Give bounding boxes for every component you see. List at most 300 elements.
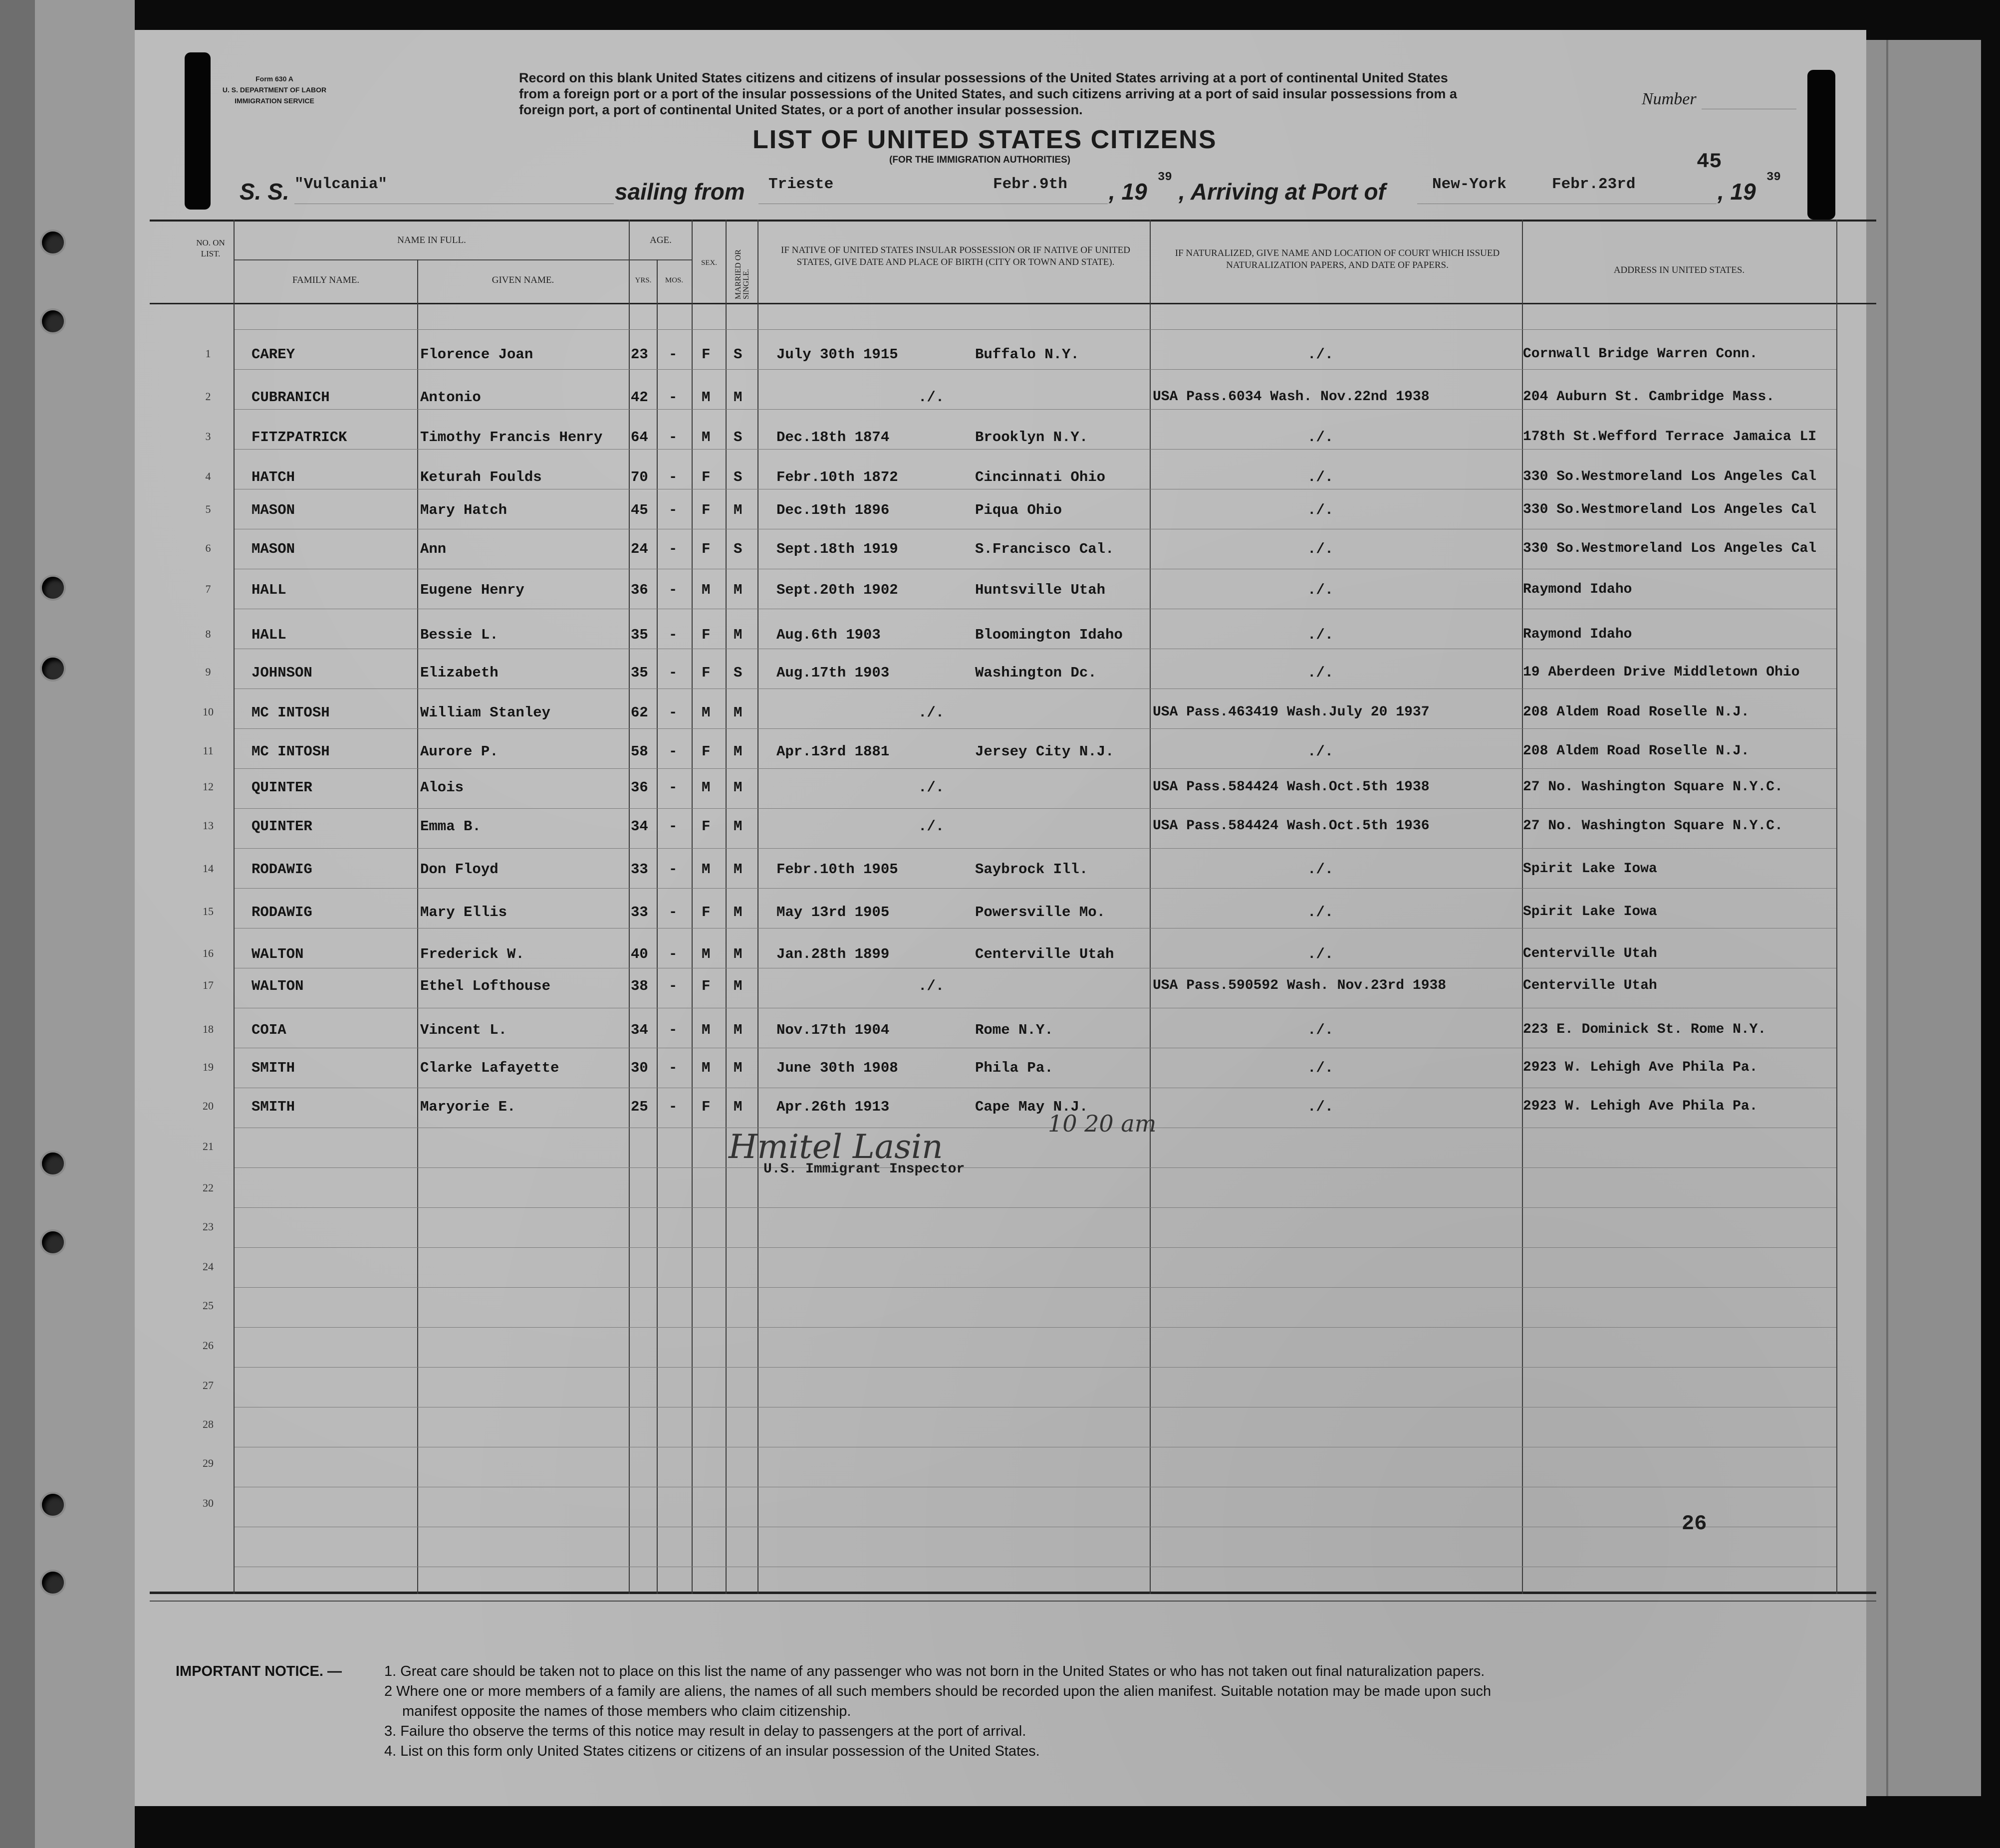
naturalization: ./.: [1307, 469, 1334, 485]
age-months: -: [669, 904, 678, 921]
sex: M: [702, 429, 711, 446]
naturalization: ./.: [1307, 946, 1334, 962]
table-top-rule: [150, 220, 1876, 222]
age-months: -: [669, 978, 678, 994]
notice-item-4: 4. List on this form only United States citizens or citizens of an insular possession of the United States.: [384, 1743, 1040, 1759]
form-number: Form 630 A: [255, 75, 293, 83]
row-number: 25: [203, 1299, 214, 1312]
given-name: Vincent L.: [420, 1022, 507, 1038]
naturalization: ./.: [1307, 627, 1334, 643]
inspector-signature: Hmitel Lasin: [729, 1128, 943, 1166]
col-line: [234, 220, 235, 1594]
row-number: 16: [203, 947, 214, 959]
year-suffix-2: 39: [1766, 171, 1781, 184]
address: Centerville Utah: [1523, 946, 1657, 961]
row-number: 1: [205, 347, 211, 360]
naturalization: ./.: [1307, 1060, 1334, 1076]
age-years: 34: [631, 818, 648, 835]
given-name: Florence Joan: [420, 346, 533, 363]
age-months: -: [669, 1022, 678, 1038]
address: 19 Aberdeen Drive Middletown Ohio: [1523, 665, 1800, 680]
given-name: Elizabeth: [420, 665, 499, 681]
sex: F: [702, 743, 711, 760]
naturalization: ./.: [1307, 346, 1334, 363]
age-years: 33: [631, 904, 648, 921]
family-name: MC INTOSH: [251, 704, 330, 721]
birth-date: Dec.18th 1874: [776, 429, 890, 446]
birth-date: Dec.19th 1896: [776, 502, 890, 518]
birth-date: Sept.20th 1902: [776, 582, 898, 598]
sex: F: [702, 346, 711, 363]
age-years: 35: [631, 665, 648, 681]
family-name: MASON: [251, 541, 295, 557]
row-number: 6: [205, 542, 211, 554]
birth-place: Brooklyn N.Y.: [975, 429, 1088, 446]
birth-place: S.Francisco Cal.: [975, 541, 1114, 557]
row-guide-line: [235, 409, 1836, 410]
address: 208 Aldem Road Roselle N.J.: [1523, 704, 1750, 720]
col-header-married: MARRIED OR SINGLE.: [734, 249, 750, 299]
marital-status: M: [734, 1099, 743, 1115]
col-header-mos: MOS.: [665, 276, 684, 284]
record-instructions-line-2: from a foreign port or a port of the insular possessions of the United States, and such citizens arriving at a port of said insular possessions from a: [519, 86, 1457, 101]
notice-item-2-cont: manifest opposite the names of those members who claim citizenship.: [402, 1703, 851, 1719]
row-number: 8: [205, 628, 211, 640]
birth-date: ./.: [918, 779, 945, 796]
row-guide-line: [235, 1167, 1836, 1168]
row-guide-line: [235, 369, 1836, 370]
family-name: COIA: [251, 1022, 286, 1038]
family-name: CAREY: [251, 346, 295, 363]
family-name: MC INTOSH: [251, 743, 330, 760]
birth-place: Saybrock Ill.: [975, 861, 1088, 878]
binding-hole-icon: [42, 310, 64, 332]
col-line: [757, 220, 758, 1594]
family-name: SMITH: [251, 1099, 295, 1115]
sex: F: [702, 627, 711, 643]
row-guide-line: [235, 888, 1836, 889]
family-name: FITZPATRICK: [251, 429, 347, 446]
birth-place: Huntsville Utah: [975, 582, 1106, 598]
row-number: 30: [203, 1497, 214, 1509]
marital-status: M: [734, 502, 743, 518]
row-number: 19: [203, 1061, 214, 1073]
departure-date: Febr.9th: [993, 176, 1067, 193]
given-name: Eugene Henry: [420, 582, 524, 598]
family-name: HALL: [251, 582, 286, 598]
sex: M: [702, 861, 711, 878]
number-label: Number: [1642, 90, 1697, 108]
naturalization: ./.: [1307, 665, 1334, 681]
col-line: [417, 259, 418, 1594]
address: Raymond Idaho: [1523, 627, 1632, 642]
family-name: RODAWIG: [251, 904, 312, 921]
given-name: Ann: [420, 541, 447, 557]
age-months: -: [669, 541, 678, 557]
address: Cornwall Bridge Warren Conn.: [1523, 346, 1758, 362]
row-number: 4: [205, 470, 211, 482]
row-number: 26: [203, 1339, 214, 1352]
marital-status: M: [734, 743, 743, 760]
row-number: 27: [203, 1379, 214, 1391]
birth-place: Centerville Utah: [975, 946, 1114, 962]
age-months: -: [669, 818, 678, 835]
right-marker-bar: [1807, 70, 1835, 220]
row-number: 14: [203, 862, 214, 875]
sex: M: [702, 779, 711, 796]
age-months: -: [669, 946, 678, 962]
given-name: Emma B.: [420, 818, 481, 835]
age-years: 34: [631, 1022, 648, 1038]
col-header-yrs: YRS.: [635, 276, 652, 284]
row-number: 20: [203, 1100, 214, 1112]
birth-date: Jan.28th 1899: [776, 946, 890, 962]
address: 223 E. Dominick St. Rome N.Y.: [1523, 1022, 1766, 1037]
birth-date: ./.: [918, 704, 945, 721]
naturalization: ./.: [1307, 743, 1334, 760]
age-months: -: [669, 627, 678, 643]
col-line: [629, 220, 630, 1594]
birth-place: Buffalo N.Y.: [975, 346, 1079, 363]
age-years: 45: [631, 502, 648, 518]
birth-place: Jersey City N.J.: [975, 743, 1114, 760]
naturalization: USA Pass.6034 Wash. Nov.22nd 1938: [1153, 389, 1430, 405]
naturalization: ./.: [1307, 502, 1334, 518]
naturalization: ./.: [1307, 429, 1334, 446]
page-number: 45: [1697, 150, 1722, 174]
sex: M: [702, 704, 711, 721]
col-header-native: IF NATIVE OF UNITED STATES INSULAR POSSESSION OR IF NATIVE OF UNITED STATES, GIVE DATE AND PLACE OF BIRTH (CITY OR TOWN AND STATE).: [781, 245, 1130, 267]
page-subtitle: (FOR THE IMMIGRATION AUTHORITIES): [889, 155, 1071, 165]
sex: F: [702, 469, 711, 485]
given-name: Mary Hatch: [420, 502, 507, 518]
given-name: Clarke Lafayette: [420, 1060, 559, 1076]
family-name: HALL: [251, 627, 286, 643]
birth-place: Phila Pa.: [975, 1060, 1053, 1076]
age-years: 33: [631, 861, 648, 878]
sex: F: [702, 904, 711, 921]
age-months: -: [669, 429, 678, 446]
age-months: -: [669, 665, 678, 681]
row-number: 13: [203, 819, 214, 832]
record-instructions-line-3: foreign port, a port of continental United States, or a port of another insular possession.: [519, 102, 1083, 117]
row-guide-line: [235, 1367, 1836, 1368]
sex: F: [702, 978, 711, 994]
address: Spirit Lake Iowa: [1523, 861, 1657, 877]
underlying-page-edge: [1866, 40, 1981, 1796]
binding-hole-icon: [42, 1494, 64, 1516]
sex: M: [702, 389, 711, 406]
table-header-rule: [150, 303, 1876, 304]
row-guide-line: [235, 808, 1836, 809]
age-months: -: [669, 1099, 678, 1115]
address: 2923 W. Lehigh Ave Phila Pa.: [1523, 1060, 1758, 1075]
age-months: -: [669, 502, 678, 518]
row-number: 28: [203, 1418, 214, 1430]
age-months: -: [669, 779, 678, 796]
birth-date: May 13rd 1905: [776, 904, 890, 921]
marital-status: S: [734, 665, 743, 681]
given-name: Aurore P.: [420, 743, 499, 760]
notice-item-1: 1. Great care should be taken not to place on this list the name of any passenger who was not born in the United States or who has not taken out final naturalization papers.: [384, 1663, 1485, 1679]
age-years: 38: [631, 978, 648, 994]
given-name: Timothy Francis Henry: [420, 429, 603, 446]
age-years: 40: [631, 946, 648, 962]
row-number: 9: [205, 666, 211, 678]
family-name: QUINTER: [251, 818, 312, 835]
age-months: -: [669, 1060, 678, 1076]
row-number: 21: [203, 1140, 214, 1153]
age-months: -: [669, 861, 678, 878]
family-name: WALTON: [251, 946, 304, 962]
age-years: 70: [631, 469, 648, 485]
family-name: QUINTER: [251, 779, 312, 796]
col-header-naturalized: IF NATURALIZED, GIVE NAME AND LOCATION OF COURT WHICH ISSUED NATURALIZATION PAPERS, AND DATE OF PAPERS.: [1175, 248, 1500, 270]
given-name: Antonio: [420, 389, 481, 406]
row-number: 23: [203, 1220, 214, 1233]
age-months: -: [669, 743, 678, 760]
given-name: Don Floyd: [420, 861, 499, 878]
given-name: Alois: [420, 779, 464, 796]
family-name: JOHNSON: [251, 665, 312, 681]
col-line: [726, 220, 727, 1594]
notice-item-2: 2 Where one or more members of a family are aliens, the names of all such members should be recorded upon the alien manifest. Suitable notation may be made upon such: [384, 1683, 1492, 1699]
naturalization: USA Pass.590592 Wash. Nov.23rd 1938: [1153, 978, 1447, 993]
col-line: [1150, 220, 1151, 1594]
address: 27 No. Washington Square N.Y.C.: [1523, 818, 1783, 834]
row-guide-line: [235, 1207, 1836, 1208]
age-months: -: [669, 469, 678, 485]
sheet-number: 26: [1682, 1512, 1707, 1536]
arrival-port: New-York: [1432, 176, 1506, 193]
naturalization: ./.: [1307, 861, 1334, 878]
col-header-given: GIVEN NAME.: [492, 275, 554, 285]
marital-status: M: [734, 389, 743, 406]
col-header-address: ADDRESS IN UNITED STATES.: [1613, 265, 1745, 275]
table-bottom-rule: [150, 1592, 1876, 1594]
row-number: 15: [203, 905, 214, 918]
address: 204 Auburn St. Cambridge Mass.: [1523, 389, 1775, 405]
row-number: 3: [205, 430, 211, 443]
row-number: 18: [203, 1023, 214, 1035]
sex: F: [702, 541, 711, 557]
birth-place: Rome N.Y.: [975, 1022, 1053, 1038]
given-name: William Stanley: [420, 704, 551, 721]
row-number: 24: [203, 1260, 214, 1273]
age-years: 36: [631, 779, 648, 796]
sex: F: [702, 502, 711, 518]
arrival-date: Febr.23rd: [1552, 176, 1636, 193]
age-months: -: [669, 704, 678, 721]
age-subheader-rule: [630, 259, 692, 260]
ship-name: "Vulcania": [294, 176, 388, 193]
naturalization: USA Pass.463419 Wash.July 20 1937: [1153, 704, 1430, 720]
inspector-time: 10 20 am: [1048, 1110, 1157, 1137]
inspector-label: U.S. Immigrant Inspector: [763, 1161, 965, 1177]
record-instructions-line-1: Record on this blank United States citizens and citizens of insular possessions of the United States arriving at a port of continental United States: [519, 70, 1448, 85]
birth-date: ./.: [918, 389, 945, 406]
row-guide-line: [235, 728, 1836, 729]
address: 330 So.Westmoreland Los Angeles Cal: [1523, 502, 1817, 517]
birth-date: ./.: [918, 978, 945, 994]
naturalization: ./.: [1307, 904, 1334, 921]
col-header-name-in-full: NAME IN FULL.: [397, 235, 466, 245]
given-name: Mary Ellis: [420, 904, 507, 921]
col-header-family: FAMILY NAME.: [292, 275, 360, 285]
naturalization: ./.: [1307, 1022, 1334, 1038]
birth-date: Apr.26th 1913: [776, 1099, 890, 1115]
birth-place: Cape May N.J.: [975, 1099, 1088, 1115]
birth-date: Aug.6th 1903: [776, 627, 881, 643]
table-bottom-rule-2: [150, 1601, 1876, 1602]
given-name: Bessie L.: [420, 627, 499, 643]
given-name: Ethel Lofthouse: [420, 978, 551, 994]
sex: M: [702, 1022, 711, 1038]
age-years: 58: [631, 743, 648, 760]
age-years: 24: [631, 541, 648, 557]
age-years: 30: [631, 1060, 648, 1076]
sex: F: [702, 818, 711, 835]
age-years: 62: [631, 704, 648, 721]
age-years: 25: [631, 1099, 648, 1115]
marital-status: M: [734, 978, 743, 994]
year-prefix-2: , 19: [1718, 179, 1756, 205]
sex: M: [702, 1060, 711, 1076]
birth-date: July 30th 1915: [776, 346, 898, 363]
row-guide-line: [235, 1287, 1836, 1288]
row-number: 12: [203, 780, 214, 793]
birth-date: Nov.17th 1904: [776, 1022, 890, 1038]
age-months: -: [669, 346, 678, 363]
name-subheader-rule: [235, 259, 692, 260]
address: 330 So.Westmoreland Los Angeles Cal: [1523, 541, 1817, 556]
birth-date: Febr.10th 1905: [776, 861, 898, 878]
family-name: RODAWIG: [251, 861, 312, 878]
birth-place: Powersville Mo.: [975, 904, 1106, 921]
marital-status: M: [734, 704, 743, 721]
binding-hole-icon: [42, 1153, 64, 1174]
sex: F: [702, 665, 711, 681]
marital-status: M: [734, 1022, 743, 1038]
naturalization: USA Pass.584424 Wash.Oct.5th 1936: [1153, 818, 1430, 834]
birth-date: Aug.17th 1903: [776, 665, 890, 681]
sailing-from-label: sailing from: [615, 179, 745, 205]
family-name: MASON: [251, 502, 295, 518]
address: 27 No. Washington Square N.Y.C.: [1523, 779, 1783, 795]
row-number: 29: [203, 1457, 214, 1469]
col-line: [657, 259, 658, 1594]
marital-status: S: [734, 541, 743, 557]
age-months: -: [669, 582, 678, 598]
given-name: Maryorie E.: [420, 1099, 516, 1115]
row-number: 22: [203, 1181, 214, 1194]
given-name: Frederick W.: [420, 946, 524, 962]
age-years: 42: [631, 389, 648, 406]
notice-heading: IMPORTANT NOTICE. —: [176, 1663, 342, 1679]
naturalization: ./.: [1307, 1099, 1334, 1115]
marital-status: S: [734, 429, 743, 446]
service-label: IMMIGRATION SERVICE: [235, 97, 314, 105]
naturalization: USA Pass.584424 Wash.Oct.5th 1938: [1153, 779, 1430, 795]
marital-status: M: [734, 904, 743, 921]
marital-status: M: [734, 818, 743, 835]
left-marker-bar: [185, 52, 211, 210]
age-years: 23: [631, 346, 648, 363]
age-months: -: [669, 389, 678, 406]
birth-place: Piqua Ohio: [975, 502, 1062, 518]
marital-status: M: [734, 861, 743, 878]
family-name: WALTON: [251, 978, 304, 994]
marital-status: S: [734, 346, 743, 363]
marital-status: S: [734, 469, 743, 485]
col-line: [692, 220, 693, 1594]
birth-place: Washington Dc.: [975, 665, 1097, 681]
family-name: HATCH: [251, 469, 295, 485]
year-suffix: 39: [1158, 171, 1172, 184]
address: Centerville Utah: [1523, 978, 1657, 993]
birth-date: Apr.13rd 1881: [776, 743, 890, 760]
birth-date: ./.: [918, 818, 945, 835]
birth-date: Sept.18th 1919: [776, 541, 898, 557]
binding-hole-icon: [42, 1572, 64, 1594]
row-guide-line: [235, 329, 1836, 330]
row-number: 5: [205, 503, 211, 515]
birth-place: Bloomington Idaho: [975, 627, 1123, 643]
family-name: CUBRANICH: [251, 389, 330, 406]
row-number: 7: [205, 583, 211, 595]
row-guide-line: [235, 449, 1836, 450]
address: 2923 W. Lehigh Ave Phila Pa.: [1523, 1099, 1758, 1114]
marital-status: M: [734, 627, 743, 643]
col-header-sex: SEX.: [701, 259, 718, 267]
year-prefix: , 19: [1109, 179, 1147, 205]
departure-port: Trieste: [768, 176, 834, 193]
marital-status: M: [734, 1060, 743, 1076]
address: 208 Aldem Road Roselle N.J.: [1523, 743, 1750, 759]
binding-strip: [0, 0, 135, 1848]
sex: M: [702, 582, 711, 598]
ss-label: S. S.: [240, 179, 289, 205]
binding-hole-icon: [42, 658, 64, 680]
notice-item-3: 3. Failure tho observe the terms of this notice may result in delay to passengers at the port of arrival.: [384, 1723, 1026, 1739]
age-years: 36: [631, 582, 648, 598]
birth-date: June 30th 1908: [776, 1060, 898, 1076]
row-number: 11: [203, 744, 214, 757]
col-line: [1836, 220, 1837, 1594]
row-guide-line: [235, 768, 1836, 769]
binding-hole-icon: [42, 231, 64, 253]
address: Raymond Idaho: [1523, 582, 1632, 597]
row-number: 2: [205, 390, 211, 403]
family-name: SMITH: [251, 1060, 295, 1076]
row-guide-line: [235, 1327, 1836, 1328]
arriving-label: , Arriving at Port of: [1179, 179, 1386, 205]
birth-place: Cincinnati Ohio: [975, 469, 1106, 485]
page-title: LIST OF UNITED STATES CITIZENS: [752, 125, 1217, 154]
address: Spirit Lake Iowa: [1523, 904, 1657, 920]
col-header-no: NO. ON LIST.: [196, 238, 225, 258]
age-years: 35: [631, 627, 648, 643]
sex: M: [702, 946, 711, 962]
marital-status: M: [734, 946, 743, 962]
sex: F: [702, 1099, 711, 1115]
marital-status: M: [734, 582, 743, 598]
naturalization: ./.: [1307, 582, 1334, 598]
binding-hole-icon: [42, 577, 64, 599]
address: 330 So.Westmoreland Los Angeles Cal: [1523, 469, 1817, 484]
row-number: 17: [203, 979, 214, 991]
row-guide-line: [235, 1247, 1836, 1248]
